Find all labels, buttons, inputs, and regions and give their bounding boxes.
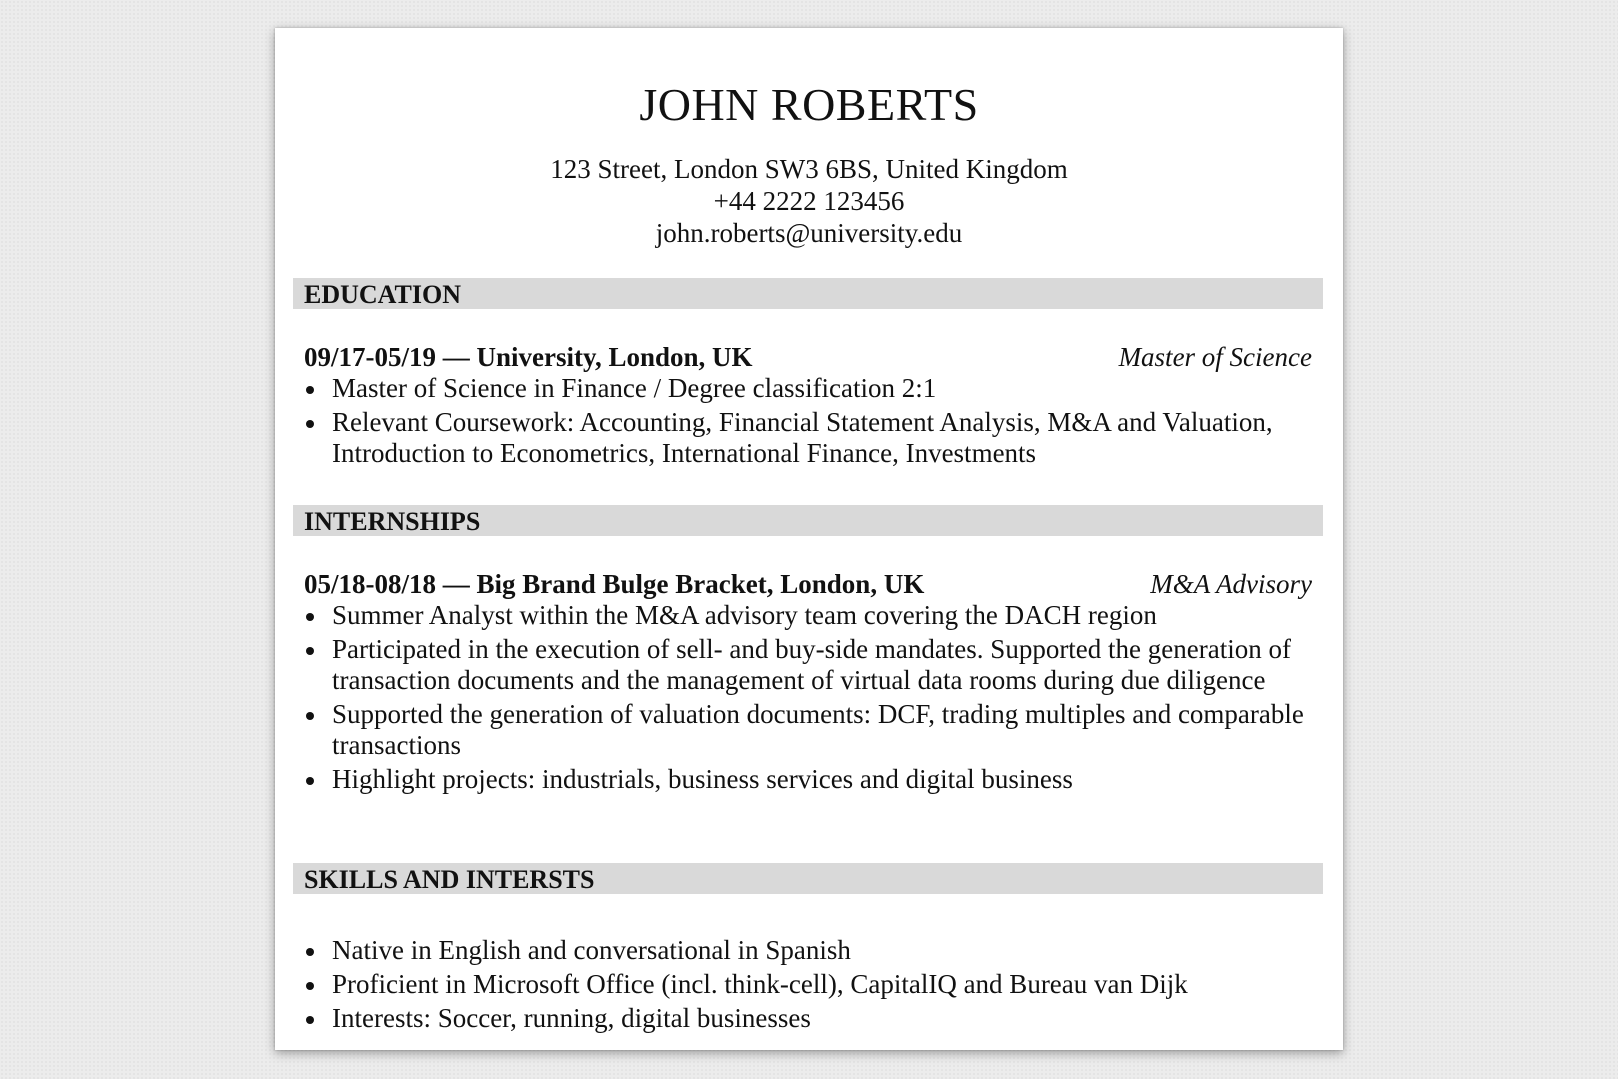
contact-email: john.roberts@university.edu — [655, 218, 963, 248]
contact-block — [275, 153, 1343, 249]
education-dates-institution: 09/17-05/19 — University, London, UK — [304, 342, 753, 372]
skills-bullet-list — [304, 935, 1304, 1037]
education-entry-heading — [304, 340, 1312, 374]
internship-bullet-list — [304, 600, 1304, 798]
internship-team: M&A Advisory — [1150, 569, 1312, 599]
internship-entry-heading — [304, 567, 1312, 601]
internship-dates-company: 05/18-08/18 — Big Brand Bulge Bracket, London, UK — [304, 569, 925, 599]
contact-phone: +44 2222 123456 — [713, 186, 905, 216]
list-item: Relevant Coursework: Accounting, Financial Statement Analysis, M&A and Valuation, Introduction to Econometrics, International Finance, Investments — [304, 407, 1304, 469]
list-item: Summer Analyst within the M&A advisory team covering the DACH region — [304, 600, 1304, 631]
education-bullet-list — [304, 373, 1304, 472]
list-item: Native in English and conversational in Spanish — [304, 935, 1304, 966]
list-item: Supported the generation of valuation documents: DCF, trading multiples and comparable transactions — [304, 699, 1304, 761]
section-header-education: EDUCATION — [293, 278, 1323, 309]
resume-name: JOHN ROBERTS — [639, 79, 979, 130]
list-item: Interests: Soccer, running, digital businesses — [304, 1003, 1304, 1034]
resume-page — [275, 28, 1343, 1050]
list-item: Participated in the execution of sell- and buy-side mandates. Supported the generation of transaction documents and the management of virtual data rooms during due diligence — [304, 634, 1304, 696]
section-header-skills: SKILLS AND INTERSTS — [293, 863, 1323, 894]
list-item: Proficient in Microsoft Office (incl. think-cell), CapitalIQ and Bureau van Dijk — [304, 969, 1304, 1000]
education-degree: Master of Science — [1118, 342, 1312, 372]
list-item: Master of Science in Finance / Degree classification 2:1 — [304, 373, 1304, 404]
contact-address: 123 Street, London SW3 6BS, United Kingdom — [550, 154, 1068, 184]
section-header-internships: INTERNSHIPS — [293, 505, 1323, 536]
list-item: Highlight projects: industrials, business services and digital business — [304, 764, 1304, 795]
